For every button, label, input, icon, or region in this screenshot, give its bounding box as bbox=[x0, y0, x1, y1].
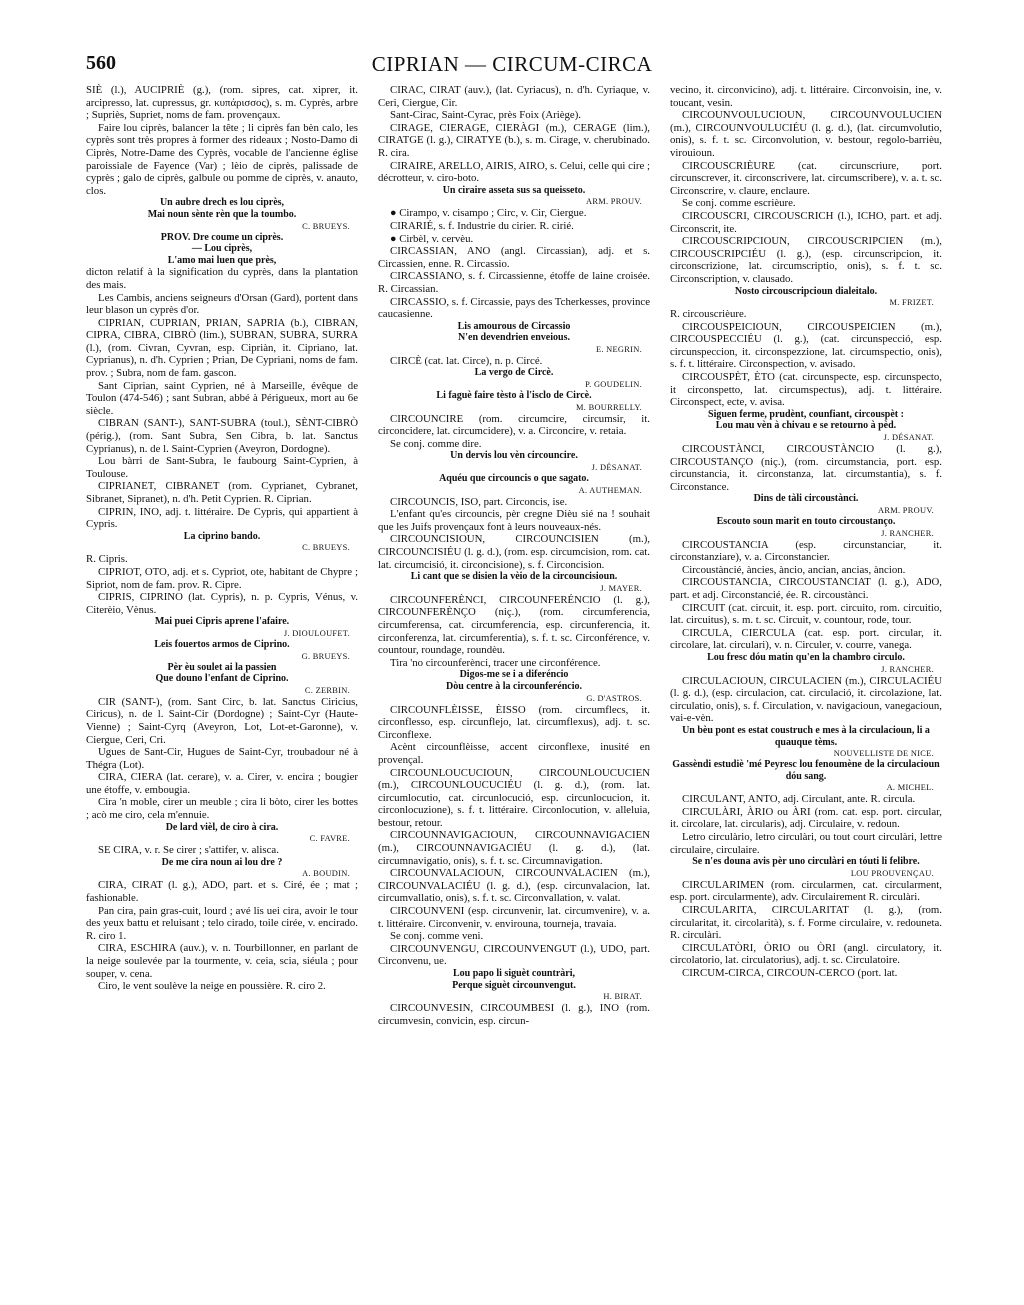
citation-author: C. BRUEYS. bbox=[302, 543, 350, 553]
dictionary-entry: ● Cirbèl, v. cervèu. bbox=[390, 232, 474, 245]
citation-author: C. ZERBIN. bbox=[304, 685, 350, 695]
citation-text: Un ciraire asseta sus sa queisseto. bbox=[442, 184, 586, 196]
citation-text: Nosto circouscripcioun dialeitalo. bbox=[734, 285, 878, 297]
dictionary-entry: CIRCOUNFERÈNCI, CIRCOUNFERÉNCIO (l. g.), CIRCOUNFERÈNÇO (niç.), (rom. circumferencia, circumferensa, cat. circumferencia, esp. circunferencia, it. circonferenza, lat. circumferentia), s. f. t. sc. Circonférence, v. countour, roundage, roundèu. bbox=[378, 593, 650, 657]
dictionary-entry: Faire lou ciprès, balancer la tête ; li ciprès fan bèn calo, les cyprès sont très propres à former des rideaux ; Nosto-Damo di Ciprès, Notre-Dame des Cyprès, vocable de l'ancienne église paroissiale de Fayence (Var) ; lèio de ciprès, palissade de cyprès ; galo de ciprès, galbule ou pomme de ciprès, v. anauto, clos. bbox=[86, 121, 358, 197]
dictionary-entry: CIPRIAN, CUPRIAN, PRIAN, SAPRIA (b.), CIBRAN, CIPRA, CIBRA, CIBRÒ (lim.), SUBRAN, SUBRA, SURRA (l.), (rom. Civran, Cyvran, esp. Cipriàn, it. Cipriano, lat. Cyprianus), n. d'h. Cyprien ; Prian, De Cypriani, noms de fam. prov. ; Subra, nom de fam. gascon. bbox=[86, 316, 358, 380]
citation-text: Dins de tàli circoustànci. bbox=[753, 493, 859, 505]
dictionary-entry: Pan cira, pain gras-cuit, lourd ; avé lis uei cira, avoir le tour des yeux battu et reluisant ; telo cirado, toile cirée, v. encirado. R. ciro 1. bbox=[86, 904, 358, 942]
citation-text: La vergo de Circè. bbox=[474, 367, 554, 379]
dictionary-entry: CIRCOUNFLÈISSE, ÈISSO (rom. circumflecs, it. circonflesso, esp. circunflejo, lat. circumflexus), adj. t. sc. Circonflexe. bbox=[378, 703, 650, 741]
dictionary-entry: CIRCOUNCIRE (rom. circumcire, circumsir, it. circoncidere, lat. circumcidere), v. a. Circoncire, v. retaia. bbox=[378, 412, 650, 438]
citation-author: G. BRUEYS. bbox=[301, 651, 350, 661]
citation-text: Digos-me se i a diferéncio bbox=[459, 669, 569, 681]
dictionary-entry: CIBRAN (SANT-), SANT-SUBRA (toul.), SÈNT-CIBRÒ (périg.), (rom. Sant Subra, Sen Cibra, b. lat. Sanctus Cyprianus), n. de l. Saint-Cyprien (Aveyron, Dordogne). bbox=[86, 417, 358, 455]
dictionary-entry: Sant Ciprian, saint Cyprien, né à Marseille, évêque de Toulon (474-546) ; sant Subran, abbé à Périgueux, mort au 6e siècle. bbox=[86, 379, 358, 417]
dictionary-entry: CIRCULÀRI, ÀRIO ou ÀRI (rom. cat. esp. port. circular, it. circolare, lat. circularis), adj. Circulaire, v. redoun. bbox=[670, 805, 942, 831]
dictionary-entry: CIRCULATÒRI, ÒRIO ou ÒRI (angl. circulatory, it. circolatorio, lat. circulatorius), adj. t. sc. Circulatoire. bbox=[670, 941, 942, 967]
column-right bbox=[670, 84, 942, 1289]
entry-text: R. Cipris. bbox=[86, 553, 128, 566]
citation-author: J. MAYER. bbox=[600, 583, 642, 593]
dictionary-entry: CIRCOUNCIS, ISO, part. Circoncis, ise. bbox=[390, 495, 568, 508]
citation-text: — Lou ciprès, bbox=[191, 243, 253, 255]
citation-text: Un bèu pont es estat coustruch e mes à la circulacioun, li a quauque tèms. bbox=[682, 724, 930, 748]
citation-text: Se n'es douna avis pèr uno circulàri en tóuti li felibre. bbox=[692, 856, 920, 868]
dictionary-entry: CIRCOUSTANCIA, CIRCOUSTANCIAT (l. g.), ADO, part. et adj. Circonstancié, ée. R. circoustànci. bbox=[670, 576, 942, 601]
citation-text: PROV. Dre coume un ciprès. bbox=[160, 231, 284, 243]
dictionary-entry: CIRCASSIANO, s. f. Circassienne, étoffe de laine croisée. R. Circassian. bbox=[378, 270, 650, 295]
citation-author: C. FAVRE. bbox=[309, 834, 350, 844]
dictionary-entry: CIPRIN, INO, adj. t. littéraire. De Cypris, qui appartient à Cypris. bbox=[86, 505, 358, 531]
dictionary-entry: Lou bàrri de Sant-Subra, le faubourg Saint-Cyprien, à Toulouse. bbox=[86, 455, 358, 480]
citation-author: ARM. PROUV. bbox=[586, 197, 642, 207]
citation-author: H. BIRAT. bbox=[603, 992, 642, 1002]
dictionary-entry: CIRCOUSPEICIOUN, CIRCOUSPEICIEN (m.), CIRCOUSPECCIÉU (l. g.), (cat. circunspecció, esp. circunspeccion, it. circonspezzione, lat. circumspectio, onis), s. f. t. littéraire. Circonspection, v. avisado. bbox=[670, 320, 942, 371]
citation-text: Escouto soun marit en touto circoustanço. bbox=[716, 516, 896, 527]
dictionary-entry: Acènt circounflèisse, accent circonflexe, inusité en provençal. bbox=[378, 741, 650, 766]
citation-text: La ciprino bando. bbox=[183, 530, 261, 542]
citation-text: Aquéu que circouncis o que sagato. bbox=[439, 473, 589, 485]
citation-text: Lou fresc dóu matin qu'en la chambro circulo. bbox=[707, 651, 905, 663]
citation-text: Lou mau vèn à chivau e se retourno à pèd. bbox=[715, 420, 897, 432]
citation-author: LOU PROUVENÇAU. bbox=[850, 868, 934, 878]
dictionary-entry: CIPRIOT, OTO, adj. et s. Cypriot, ote, habitant de Chypre ; Sipriot, nom de fam. prov. R. Cipre. bbox=[86, 565, 358, 591]
page-number: 560 bbox=[86, 52, 116, 74]
citation-author: A. BOUDIN. bbox=[302, 869, 350, 879]
citation-text: Leis fouertos armos de Ciprino. bbox=[154, 638, 290, 650]
dictionary-entry: CIRCOUSTANCIA (esp. circunstanciar, it. circonstanziare), v. a. Circonstancier. bbox=[670, 538, 942, 564]
dictionary-entry: CIRCOUNVENGU, CIRCOUNVENGUT (l.), UDO, part. Circonvenu, ue. bbox=[378, 942, 650, 968]
citation-text: L'amo mai luen que près, bbox=[167, 254, 277, 266]
column-middle bbox=[378, 84, 650, 1289]
dictionary-entry: Letro circulàrio, letro circulàri, ou tout court circulàri, lettre circulaire, circulaire. bbox=[670, 831, 942, 856]
running-head: CIPRIAN — CIRCUM-CIRCA bbox=[371, 52, 653, 76]
citation-text: Lis amourous de Circassio bbox=[457, 320, 571, 332]
citation-text: Pèr èu soulet ai la passien bbox=[167, 661, 277, 673]
citation-author: J. RANCHER. bbox=[881, 528, 934, 538]
citation-text: Li faguè faire tèsto à l'isclo de Circè. bbox=[436, 390, 592, 402]
dictionary-entry: ● Cirampo, v. cisampo ; Circ, v. Cir, Ciergue. bbox=[390, 207, 587, 220]
dictionary-entry: CIRAC, CIRAT (auv.), (lat. Cyriacus), n. d'h. Cyriaque, v. Ceri, Ciergue, Cir. bbox=[378, 84, 650, 109]
citation-author: NOUVELLISTE DE NICE. bbox=[833, 749, 934, 759]
dictionary-entry: CIRARIÉ, s. f. Industrie du cirier. R. cirié. bbox=[390, 219, 574, 232]
citation-text: Mai noun sènte rèn que la toumbo. bbox=[147, 208, 297, 220]
dictionary-entry: CIRCASSIAN, ANO (angl. Circassian), adj. et s. Circassien, enne. R. Circassio. bbox=[378, 245, 650, 270]
citation-text: N'en devendrien enveious. bbox=[458, 332, 570, 344]
dictionary-entry: Les Cambis, anciens seigneurs d'Orsan (Gard), portent dans leur blason un cyprès d'or. bbox=[86, 291, 358, 317]
dictionary-entry: CIPRIANET, CIBRANET (rom. Cyprianet, Cybranet, Sibranet, Sipranet), n. d'h. Petit Cyprien. R. Ciprian. bbox=[86, 480, 358, 505]
dictionary-entry: CIRCASSIO, s. f. Circassie, pays des Tcherkesses, province caucasienne. bbox=[378, 295, 650, 321]
entry-text: dicton relatif à la signification du cyprès, dans la plantation des mais. bbox=[86, 266, 358, 291]
dictionary-entry: Se conj. comme dire. bbox=[390, 437, 482, 450]
citation-text: De lard vièl, de ciro à cira. bbox=[165, 821, 279, 833]
entry-text: vecino, it. circonvicino), adj. t. littéraire. Circonvoisin, ine, v. toucant, vesin. bbox=[670, 84, 942, 109]
citation-author: J. DIOULOUFET. bbox=[283, 628, 350, 638]
dictionary-entry: CIRCOUSTÀNCI, CIRCOUSTÀNCIO (l. g.), CIRCOUSTANÇO (niç.), (rom. circumstancia, port. esp. circunstancia, it. circonstanza, lat. circumstantia), s. f. Circonstance. bbox=[670, 443, 942, 493]
dictionary-entry: CIRCULANT, ANTO, adj. Circulant, ante. R. circula. bbox=[682, 793, 916, 806]
dictionary-entry: CIRA, CIERA (lat. cerare), v. a. Cirer, v. encira ; bougier une étoffe, v. embougia. bbox=[86, 771, 358, 796]
dictionary-entry: CIRCOUSCRI, CIRCOUSCRICH (l.), ICHO, part. et adj. Circonscrit, ite. bbox=[670, 209, 942, 235]
dictionary-entry: Sant-Cirac, Saint-Cyrac, près Foix (Ariège). bbox=[390, 109, 581, 122]
page-header bbox=[86, 52, 938, 78]
citation-author: J. DÉSANAT. bbox=[883, 433, 934, 443]
dictionary-entry: CIRA, CIRAT (l. g.), ADO, part. et s. Ciré, ée ; mat ; fashionable. bbox=[86, 879, 358, 905]
citation-author: J. RANCHER. bbox=[881, 664, 934, 674]
dictionary-entry: CIRCÈ (cat. lat. Circe), n. p. Circé. bbox=[390, 354, 543, 367]
citation-text: Que douno l'enfant de Ciprino. bbox=[155, 673, 289, 685]
dictionary-entry: Se conj. comme veni. bbox=[390, 930, 484, 943]
citation-author: J. DÉSANAT. bbox=[591, 463, 642, 473]
citation-text: Siguen ferme, prudènt, counfiant, circouspèt : bbox=[708, 408, 904, 420]
dictionary-entry: CIRCOUNLOUCUCIOUN, CIRCOUNLOUCUCIEN (m.), CIRCOUNLOUCUCIÉU (l. g. d.), (rom. lat. circumlocutio, cat. circunlocució, esp. circunlocucion, it. circonlocuzione), s. f. t. littéraire. Circonlocution, v. alleluia, bestour, retour. bbox=[378, 766, 650, 829]
dictionary-columns bbox=[86, 84, 942, 1289]
dictionary-entry: CIRCOUSPÈT, ÈTO (cat. circunspecte, esp. circunspecto, it circonspetto, lat. circumspectus), adj. t. littéraire. Circonspect, ecte, v. avisa. bbox=[670, 371, 942, 409]
dictionary-entry: CIRCULACIOUN, CIRCULACIEN (m.), CIRCULACIÉU (l. g. d.), (esp. circulacion, cat. circulació, it. circolazione, lat. circulatio, onis), s. f. Circulation, v. navigacioun, vanegacioun, vai-e-vèn. bbox=[670, 674, 942, 725]
dictionary-entry: CIRCOUSCRIPCIOUN, CIRCOUSCRIPCIEN (m.), CIRCOUSCRIPCIÉU (l. g.), (esp. circunscripcion, it. circonscrizione, lat. circumscriptio, onis), s. f. t. sc. Circonscription, v. clausado. bbox=[670, 235, 942, 285]
citation-text: Lou papo li siguèt countràri, bbox=[453, 968, 575, 979]
dictionary-entry: Ciro, le vent soulève la neige en poussière. R. ciro 2. bbox=[98, 980, 326, 993]
dictionary-entry: Se conj. comme escrièure. bbox=[682, 197, 796, 210]
dictionary-entry: CIRCOUNVALACIOUN, CIRCOUNVALACIEN (m.), CIRCOUNVALACIÉU (l. g. d.), (esp. circunvalacion, lat. circumvallatio, onis), s. f. t. sc. Circonvallation, v. valat. bbox=[378, 867, 650, 905]
citation-author: A. AUTHEMAN. bbox=[578, 485, 642, 495]
citation-author: ARM. PROUV. bbox=[878, 506, 934, 515]
entry-text: R. circouscrièure. bbox=[670, 308, 747, 321]
dictionary-entry: Ugues de Sant-Cir, Hugues de Saint-Cyr, troubadour né à Thégra (Lot). bbox=[86, 746, 358, 771]
dictionary-entry: CIRCOUNVOULUCIOUN, CIRCOUNVOULUCIEN (m.), CIRCOUNVOULUCIÉU (l. g. d.), (lat. circumvolutio, onis), s. f. t. sc. Circonvolution, v. bestour, regolo-barrièu, virouioun. bbox=[670, 109, 942, 159]
dictionary-entry: Circoustàncié, àncies, àncio, ancian, ancias, àncion. bbox=[682, 563, 906, 576]
dictionary-entry: CIRAGE, CIERAGE, CIERÀGI (m.), CERAGE (lim.), CIRATGE (l. g.), CIRATYE (b.), s. m. Cirage, v. cherubinado. R. cira. bbox=[378, 121, 650, 159]
citation-text: Gassèndi estudiè 'mé Peyresc lou fenoumène de la circulacioun dóu sang. bbox=[672, 759, 940, 782]
dictionary-entry: CIRAIRE, ARELLO, AIRIS, AIRO, s. Celui, celle qui cire ; décrotteur, v. ciro-boto. bbox=[378, 159, 650, 185]
column-left bbox=[86, 84, 358, 1289]
dictionary-entry: CIR (SANT-), (rom. Sant Circ, b. lat. Sanctus Ciricius, Ciricus), n. de l. Saint-Cir (Dordogne) ; Saint-Cyr (Haute-Vienne) ; Saint-Cyrq (Aveyron, Lot, Lot-et-Garonne), v. Ciergue, Ceri, Cri. bbox=[86, 695, 358, 746]
dictionary-entry: SE CIRA, v. r. Se cirer ; s'attifer, v. alisca. bbox=[98, 844, 279, 857]
dictionary-entry: Tira 'no circounferènci, tracer une circonférence. bbox=[390, 656, 601, 669]
dictionary-entry: CIRCOUNCISIOUN, CIRCOUNCISIEN (m.), CIRCOUNCISIÉU (l. g. d.), (rom. esp. circumcision, rom. cat. lat. circumcisió, it. circoncisione), s. f. Circoncision. bbox=[378, 533, 650, 571]
dictionary-entry: CIRA, ESCHIRA (auv.), v. n. Tourbillonner, en parlant de la neige soulevée par la tourmente, v. ceia, scia, siéula ; pour souper, v. cena. bbox=[86, 942, 358, 980]
citation-author: P. GOUDELIN. bbox=[585, 380, 642, 390]
citation-author: E. NEGRIN. bbox=[595, 344, 642, 354]
citation-text: De me cira noun ai lou dre ? bbox=[161, 856, 283, 868]
citation-author: G. D'ASTROS. bbox=[586, 693, 642, 703]
dictionary-entry: Cira 'n moble, cirer un meuble ; cira li bòto, cirer les bottes ; acò me ciro, cela m'ennuie. bbox=[86, 796, 358, 822]
citation-text: Perque siguèt circounvengut. bbox=[452, 979, 576, 991]
dictionary-entry: CIPRIS, CIPRINO (lat. Cypris), n. p. Cypris, Vénus, v. Citerèio, Vènus. bbox=[86, 591, 358, 616]
dictionary-entry: CIRCUM-CIRCA, CIRCOUN-CERCO (port. lat. bbox=[682, 967, 898, 979]
citation-text: Un aubre drech es lou ciprès, bbox=[159, 197, 285, 209]
citation-text: Dòu centre à la circounferéncio. bbox=[446, 680, 582, 692]
entry-text: SIÈ (l.), AUCIPRIÈ (g.), (rom. sipres, cat. xiprer, it. arcipresso, lat. cupressus, gr. κυπάρισσος), s. m. Cyprès, arbre ; Supriès, Supriet, noms de fam. provençaux. bbox=[86, 84, 358, 122]
dictionary-entry: CIRCOUSCRIÈURE (cat. circunscriure, port. circunscrever, it. circonscrivere, lat. circumscribere), v. a. t. sc. Circonscrire, v. claure, enclaure. bbox=[670, 159, 942, 197]
citation-author: M. FRIZET. bbox=[889, 298, 934, 308]
citation-author: A. MICHEL. bbox=[886, 783, 934, 793]
dictionary-entry: CIRCULARIMEN (rom. circularmen, cat. circularment, esp. port. circularmente), adv. Circulairement R. circulàri. bbox=[670, 878, 942, 904]
dictionary-entry: CIRCOUNVESIN, CIRCOUMBESI (l. g.), INO (rom. circumvesin, convicin, esp. circun- bbox=[378, 1002, 650, 1027]
citation-text: Un dervis lou vèn circouncire. bbox=[450, 450, 578, 462]
dictionary-entry: L'enfant qu'es circouncis, pèr cregne Dièu sié na ! souhait que les Juifs provençaux font à leurs nouveaux-nés. bbox=[378, 508, 650, 533]
citation-text: Li cant que se disien la vèio de la circouncisioun. bbox=[410, 571, 618, 583]
dictionary-entry: CIRCOUNNAVIGACIOUN, CIRCOUNNAVIGACIEN (m.), CIRCOUNNAVIGACIÉU (l. g. d.), (lat. circumnavigatio, onis), s. f. t. sc. Circumnavigation. bbox=[378, 829, 650, 867]
dictionary-entry: CIRCULARITA, CIRCULARITAT (l. g.), (rom. circularitat, it. circolarità), s. f. Forme circulaire, v. redouneta. R. circulàri. bbox=[670, 904, 942, 942]
dictionary-entry: CIRCUIT (cat. circuit, it. esp. port. circuito, rom. circuitio, lat. circuitus), s. m. t. sc. Circuit, v. countour, rode, tour. bbox=[670, 601, 942, 627]
citation-author: M. BOURRELLY. bbox=[576, 402, 642, 412]
dictionary-entry: CIRCOUNVENI (esp. circunvenir, lat. circumvenire), v. a. t. littéraire. Circonvenir, v. envirouna, tourneja, travaia. bbox=[378, 905, 650, 930]
citation-author: C. BRUEYS. bbox=[302, 221, 350, 231]
citation-text: Mai puei Cipris aprene l'afaire. bbox=[154, 616, 290, 628]
dictionary-entry: CIRCULA, CIERCULA (cat. esp. port. circular, it. circolare, lat. circulari), v. n. Circuler, v. courre, vanega. bbox=[670, 626, 942, 652]
